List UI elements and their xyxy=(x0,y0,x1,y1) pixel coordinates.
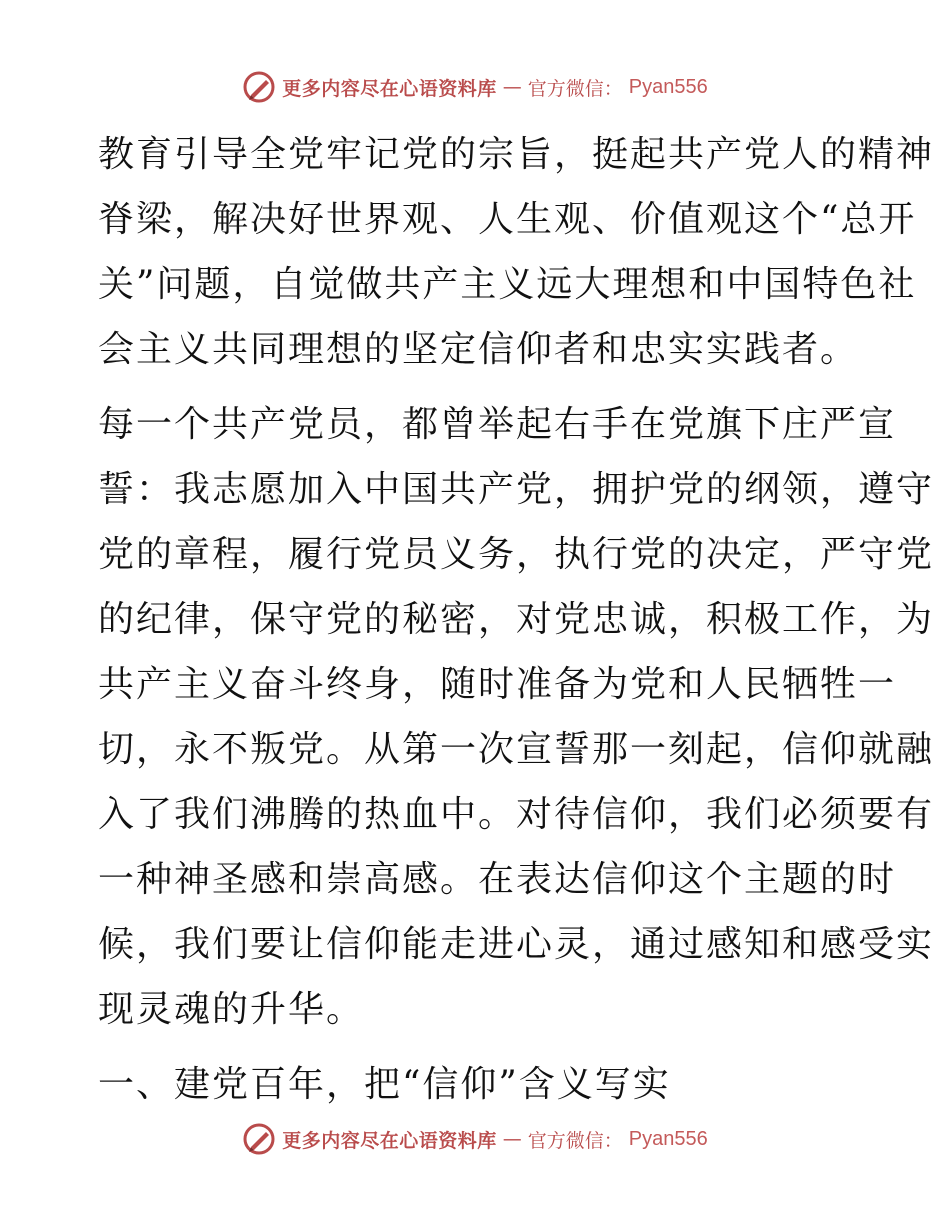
section-heading xyxy=(98,1052,858,1117)
text-line: 切，永不叛党。从第一次宣誓那一刻起，信仰就融 xyxy=(98,729,935,770)
text-line: 入了我们沸腾的热血中。对待信仰，我们必须要有 xyxy=(98,794,935,835)
text-line: 关”问题，自觉做共产主义远大理想和中国特色社 xyxy=(98,264,917,305)
text-line: 会主义共同理想的坚定信仰者和忠实实践者。 xyxy=(98,329,859,370)
banner-wechat-label: 官方微信： xyxy=(527,77,623,100)
banner-wechat-id: Pyan556 xyxy=(628,1127,708,1150)
text-line: 党的章程，履行党员义务，执行党的决定，严守党 xyxy=(98,534,935,575)
text-line: 一种神圣感和崇高感。在表达信仰这个主题的时 xyxy=(98,859,897,900)
banner-wechat-label: 官方微信： xyxy=(527,1129,623,1152)
text-line: 誓：我志愿加入中国共产党，拥护党的纲领，遵守 xyxy=(98,469,935,510)
text-line: 每一个共产党员，都曾举起右手在党旗下庄严宣 xyxy=(98,404,897,445)
text-line: 的纪律，保守党的秘密，对党忠诚，积极工作，为 xyxy=(98,599,935,640)
text-line: 教育引导全党牢记党的宗旨，挺起共产党人的精神 xyxy=(98,134,935,175)
banner-dash: — xyxy=(502,76,522,98)
banner-dash: — xyxy=(502,1128,522,1150)
paragraph xyxy=(98,122,935,382)
heading-line: 一、建党百年，把“信仰”含义写实 xyxy=(98,1064,671,1105)
paragraph xyxy=(98,392,935,1042)
banner-site-name: 更多内容尽在心语资料库 xyxy=(282,77,497,100)
header-banner xyxy=(0,70,950,104)
footer-banner xyxy=(0,1122,950,1156)
document-body xyxy=(98,122,935,1117)
text-line: 候，我们要让信仰能走进心灵，通过感知和感受实 xyxy=(98,924,935,965)
text-line: 现灵魂的升华。 xyxy=(98,989,365,1030)
banner-site-name: 更多内容尽在心语资料库 xyxy=(282,1129,497,1152)
pen-logo-icon xyxy=(242,70,276,104)
pen-logo-icon xyxy=(242,1122,276,1156)
text-line: 共产主义奋斗终身，随时准备为党和人民牺牲一 xyxy=(98,664,897,705)
banner-wechat-id: Pyan556 xyxy=(628,75,708,98)
text-line: 脊梁，解决好世界观、人生观、价值观这个“总开 xyxy=(98,199,917,240)
